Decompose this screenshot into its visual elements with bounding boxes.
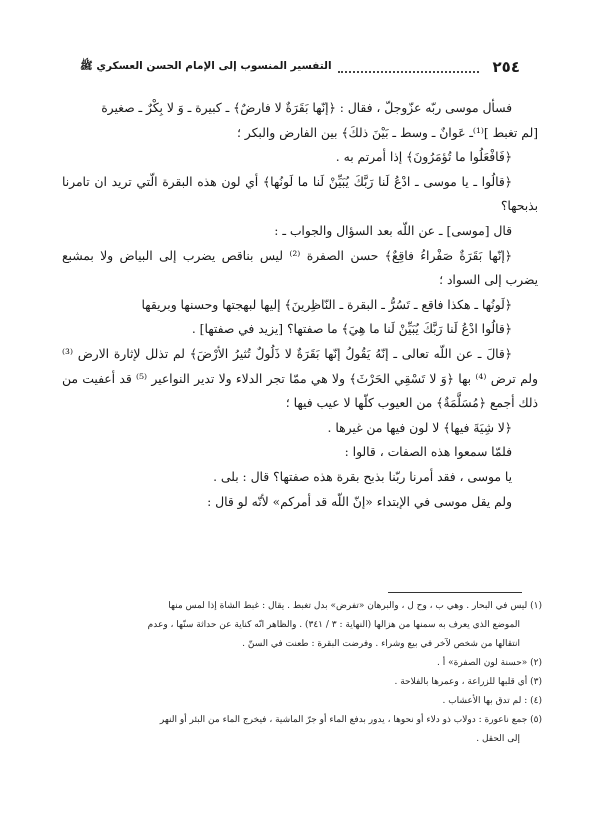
main-text [62,96,538,514]
footnote: (١) ليس في البحار . وهي ب ، وح ل ، والبرهان «تفرض» بدل تغبط . يقال : غبط الشاة إذا لمس منها [168,601,542,611]
running-header [80,56,520,78]
footnote: (٤) : لم تدق بها الأعشاب . [442,696,542,706]
paragraph: ولم يقل موسى في الإبتداء «إنّ اللّه قد أمركم» لأنّه لو قال : [207,494,512,509]
paragraph: ﴿لَونُها ـ هكذا فاقع ـ تَسُرُّ ـ البقرة ـ النّاظِرينَ﴾ إليها لبهجتها وحسنها وبريقها [141,297,512,312]
paragraph: ﴿قالُوا ـ يا موسى ـ ادْعُ لَنا رَبَّكَ يُبَيِّنْ لَنا ما لَونُها﴾ أي لون هذه البقرة الّتي تريد ان تامرنا بذبحها؟ [62,174,538,214]
footnote: (٥) جمع ناعورة : دولاب ذو دلاء أو نحوها ، يدور بدفع الماء أو جرّ الماشية ، فيخرج الماء من البئر أو النهر [159,715,542,725]
paragraph: ﴿إنّها بَقَرَةٌ صَفْراءُ فاقِعٌ﴾ حسن الصفرة ⁽²⁾ ليس بناقص يضرب إلى البياض ولا بمشبع يضرب إلى السواد ؛ [62,248,538,288]
footnote-continuation: انتقالها من شخص لآخر في بيع وشراء . وفرضت البقرة : طعنت في السنّ . [242,639,520,649]
paragraph: [لم تغبط ]⁽¹⁾ـ عَوانٌ ـ وسط ـ بَيْنَ ذلكَ﴾ بين الفارض والبكر ؛ [236,125,538,140]
paragraph: ﴿فَافْعَلُوا ما تُؤمَرُونَ﴾ إذا أمرتم به . [335,150,512,165]
footnote: (٢) «حسنة لون الصفرة» أ . [437,658,542,668]
footnote: (٣) أي قلبها للزراعة ، وعمرها بالفلاحة . [394,677,542,687]
header-dotted-rule [338,61,479,73]
footnotes [60,597,542,749]
paragraph: ﴿لا شِيَةَ فيها﴾ لا لون فيها من غيرها . [327,420,512,435]
footnote-continuation: الموضع الذي يعرف به سمنها من هزالها (النهاية : ٣ / ٣٤١) . والظاهر انّه كناية عن حداثة سنّها ، وعدم [147,620,520,630]
paragraph: ﴿قالَ ـ عن اللّه تعالى ـ إنّهُ يَقُولُ إنّها بَقَرَةٌ لا ذَلُولٌ تُثيرُ الأرْضَ﴾ لم تذلل لإثارة الارض ⁽³⁾ ولم ترض ⁽⁴⁾ بها ﴿وَ لا تَسْقِي الحَرْثَ﴾ ولا هي ممّا تجر الدلاء ولا تدير النواعير ⁽⁵⁾ قد أعفيت من ذلك أجمع ﴿مُسَلَّمَةٌ﴾ من العيوب كلّها لا عيب فيها ؛ [62,346,538,411]
running-title: التفسير المنسوب إلى الإمام الحسن العسكري ﷺ [80,59,332,72]
paragraph: قال [موسى] ـ عن اللّه بعد السؤال والجواب ـ : [274,223,512,238]
footnote-separator [388,592,522,593]
paragraph: يا موسى ، فقد أمرنا ربّنا بذبح بقرة هذه صفتها؟ قال : بلى . [213,469,512,484]
page-number: ٢٥٤ [492,58,520,76]
paragraph: فلمّا سمعوا هذه الصفات ، قالوا : [344,445,512,460]
paragraph: ﴿قالُوا ادْعُ لَنا رَبَّكَ يُبَيِّنْ لَنا ما هِيَ﴾ ما صفتها؟ [يزيد في صفتها] . [191,322,512,337]
footnote-continuation: إلى الحقل . [476,734,520,744]
paragraph: فسأل موسى ربّه عزّوجلّ ، فقال : ﴿إنّها بَقَرَةٌ لا فارضٌ﴾ ـ كبيرة ـ وَ لا بِكْرٌ ـ صغيرة [101,101,512,115]
